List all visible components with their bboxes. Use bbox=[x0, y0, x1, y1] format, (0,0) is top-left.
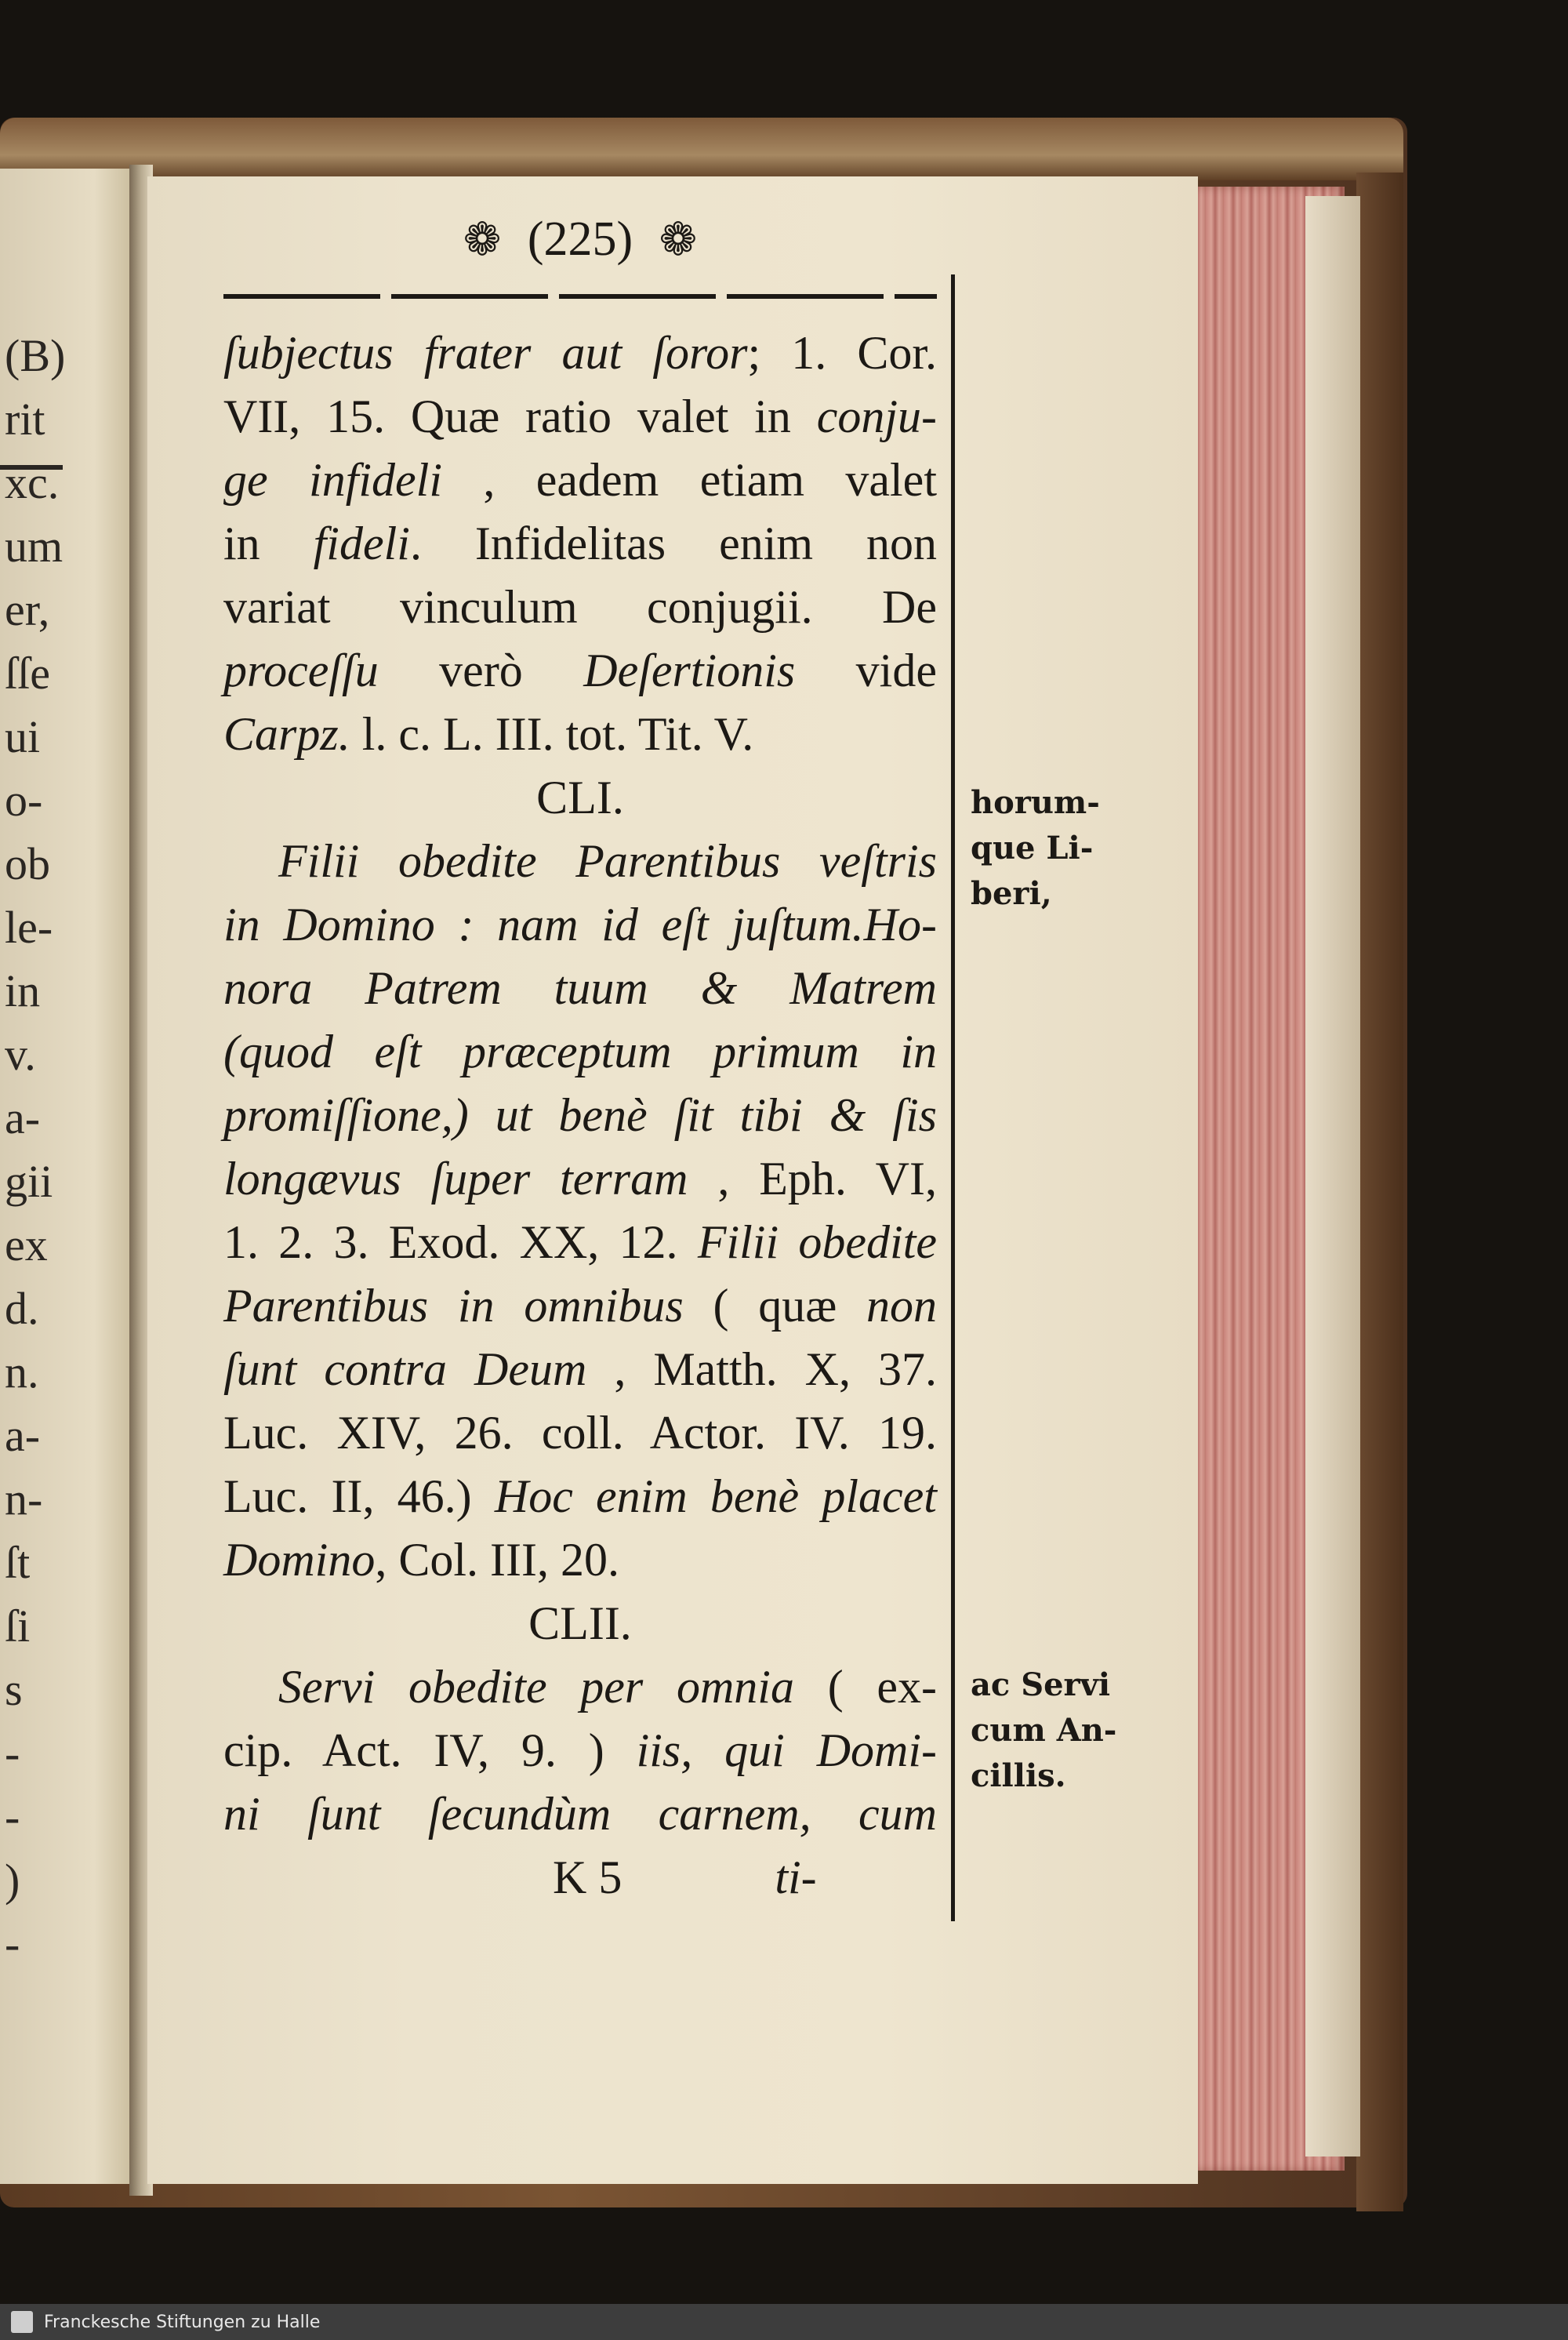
left-page-fragment: - bbox=[5, 1918, 20, 1969]
left-page-fragment: s bbox=[5, 1664, 23, 1715]
margin-note-2 bbox=[971, 1662, 1116, 1799]
text-line: K 5 ti- bbox=[553, 1851, 817, 1903]
margin-rule bbox=[951, 274, 955, 1921]
text-line: longævus ſuper terram , Eph. VI, bbox=[223, 1153, 937, 1205]
text-line: Carpz. l. c. L. III. tot. Tit. V. bbox=[223, 708, 754, 760]
text-line: ni ſunt ſecundùm carnem, cum bbox=[223, 1788, 937, 1840]
text-line: (quod eſt præceptum primum in bbox=[223, 1026, 937, 1077]
left-page-fragment: er, bbox=[5, 584, 50, 635]
left-page-fragment: a- bbox=[5, 1410, 41, 1461]
left-page-fragment: o- bbox=[5, 775, 43, 826]
text-line: variat vinculum conjugii. De bbox=[223, 581, 937, 633]
header-rule bbox=[223, 294, 937, 299]
left-page-fragment: rit bbox=[5, 394, 45, 445]
margin-note-line: cillis. bbox=[971, 1757, 1066, 1794]
text-line: in fideli. Infidelitas enim non bbox=[223, 518, 937, 569]
left-page-fragment: n- bbox=[5, 1473, 43, 1524]
left-page-fragment: xc. bbox=[5, 457, 60, 508]
footer-bar bbox=[0, 2304, 1568, 2340]
text-line: promiſſione,) ut benè ſit tibi & ſis bbox=[223, 1089, 937, 1141]
text-line: Parentibus in omnibus ( quæ non bbox=[223, 1280, 937, 1332]
page-number: (225) bbox=[527, 213, 633, 266]
institution-logo-icon bbox=[11, 2311, 33, 2333]
left-page-fragment: a- bbox=[5, 1092, 41, 1143]
left-page-fragment: ſſe bbox=[5, 648, 50, 699]
page-body-text bbox=[223, 322, 937, 1909]
text-line: Filii obedite Parentibus veſtris bbox=[278, 835, 937, 887]
ornament-right-icon: ❁ bbox=[659, 214, 698, 265]
left-page-fragment: ſi bbox=[5, 1601, 31, 1651]
left-page bbox=[0, 169, 135, 2184]
left-page-fragment: ) bbox=[5, 1855, 20, 1906]
book-fore-edge-cover bbox=[1356, 173, 1403, 2211]
page-edges-cream bbox=[1305, 196, 1360, 2157]
left-page-fragment: ſt bbox=[5, 1537, 31, 1588]
left-page-fragment: - bbox=[5, 1728, 20, 1779]
text-line: 1. 2. 3. Exod. XX, 12. Filii obedite bbox=[223, 1216, 937, 1268]
margin-note-line: ac Servi bbox=[971, 1666, 1111, 1703]
margin-note-line: horum- bbox=[971, 784, 1100, 821]
left-page-fragment: (B) bbox=[5, 330, 66, 381]
left-page-fragment: ui bbox=[5, 711, 41, 762]
left-page-fragment: v. bbox=[5, 1029, 36, 1080]
left-page-fragment: n. bbox=[5, 1346, 39, 1397]
text-line: Domino, Col. III, 20. bbox=[223, 1534, 619, 1586]
left-page-fragment: ex bbox=[5, 1219, 48, 1270]
margin-note-line: beri, bbox=[971, 875, 1052, 912]
text-line: nora Patrem tuum & Matrem bbox=[223, 962, 937, 1014]
left-page-fragment: le- bbox=[5, 902, 53, 953]
text-line: Luc. XIV, 26. coll. Actor. IV. 19. bbox=[223, 1407, 937, 1459]
text-line: CLII. bbox=[528, 1597, 632, 1649]
ornament-left-icon: ❁ bbox=[463, 214, 502, 265]
text-line: Servi obedite per omnia ( ex- bbox=[278, 1661, 937, 1713]
left-page-fragment: gii bbox=[5, 1156, 53, 1207]
text-line: Luc. II, 46.) Hoc enim benè placet bbox=[223, 1470, 937, 1522]
left-page-fragment: d. bbox=[5, 1283, 39, 1334]
text-line: proceſſu verò Deſertionis vide bbox=[223, 645, 937, 696]
text-line: ſunt contra Deum , Matth. X, 37. bbox=[223, 1343, 938, 1395]
left-page-fragment: - bbox=[5, 1791, 20, 1842]
text-line: ge infideli , eadem etiam valet bbox=[223, 454, 937, 506]
book-top-binding bbox=[0, 118, 1403, 180]
left-page-fragment: ob bbox=[5, 838, 50, 889]
page-header bbox=[223, 212, 937, 267]
text-line: in Domino : nam id eſt juſtum.Ho- bbox=[223, 899, 937, 950]
left-page-fragment: um bbox=[5, 521, 64, 572]
footer-label: Franckesche Stiftungen zu Halle bbox=[44, 2312, 321, 2332]
margin-note-1 bbox=[971, 780, 1100, 917]
text-line: ſubjectus frater aut ſoror; 1. Cor. bbox=[223, 327, 938, 379]
text-line: VII, 15. Quæ ratio valet in conju- bbox=[223, 391, 937, 442]
text-line: cip. Act. IV, 9. ) iis, qui Domi- bbox=[223, 1724, 938, 1776]
margin-note-line: cum An- bbox=[971, 1712, 1117, 1749]
text-line: CLI. bbox=[536, 772, 624, 823]
margin-note-line: que Li- bbox=[971, 830, 1094, 867]
left-page-fragment: in bbox=[5, 965, 41, 1016]
